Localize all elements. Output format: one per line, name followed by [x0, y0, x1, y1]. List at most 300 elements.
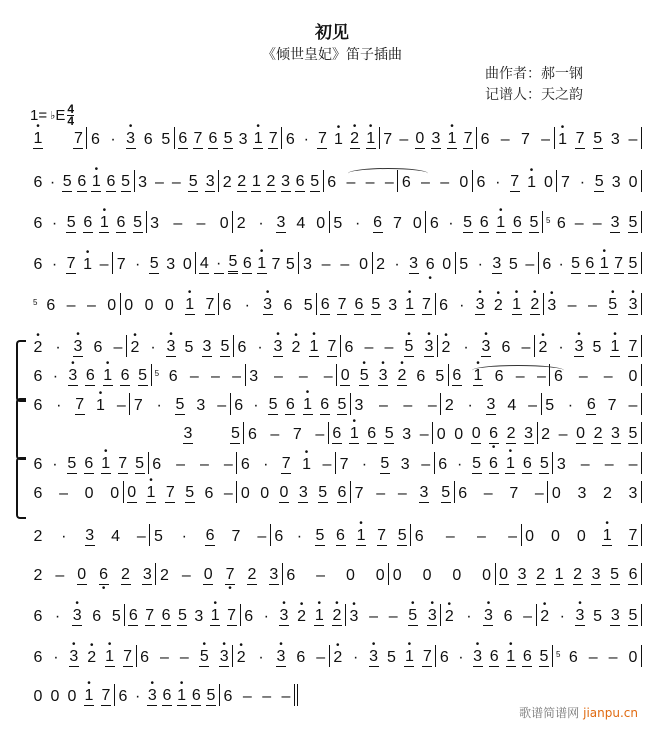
note: 5 [228, 253, 238, 274]
note: 3 [628, 485, 638, 502]
note: 3 [238, 131, 248, 148]
measure [373, 252, 456, 284]
note: 6 [140, 649, 150, 666]
note: 3 • [424, 329, 434, 355]
dot: · [61, 528, 67, 545]
note: 5 [384, 425, 394, 442]
octave-up-dot: • [76, 329, 80, 340]
octave-up-dot: • [550, 288, 554, 299]
dash: – [440, 174, 450, 191]
grace-note: 5 [154, 369, 160, 378]
note: 0 [551, 485, 561, 502]
note: 1 • [610, 329, 620, 355]
note: 7 [145, 607, 155, 624]
note: 0 [127, 484, 137, 501]
measure [246, 364, 338, 386]
measure [555, 122, 642, 149]
note: 5 [318, 484, 328, 501]
note: 0 [628, 368, 638, 385]
dot: · [258, 215, 264, 232]
note: 1 • [366, 121, 376, 147]
octave-up-dot: • [359, 518, 363, 529]
note: 6 [33, 456, 43, 473]
note: 6 [332, 425, 342, 442]
measure [130, 393, 230, 415]
note: 3 • [68, 358, 78, 384]
dash: – [160, 649, 169, 666]
note: 3 [202, 338, 212, 355]
note: 1 • [447, 121, 457, 147]
note: 0 [260, 485, 270, 502]
octave-up-dot: • [496, 288, 501, 299]
octave-up-dot: • [71, 358, 75, 369]
note: 7 [354, 485, 364, 502]
note: 0 [33, 688, 43, 705]
note: 5 [178, 607, 187, 624]
staff-line [30, 600, 642, 626]
dash: – [588, 649, 598, 666]
note: 0 [340, 367, 350, 384]
dot: · [110, 131, 116, 148]
note: 2 • [493, 288, 503, 314]
dash: – [176, 456, 186, 473]
note: 6 • [99, 566, 109, 594]
dash: – [445, 528, 455, 545]
dash: – [173, 215, 183, 232]
dash: – [536, 368, 546, 385]
note: 5 [380, 455, 390, 472]
note: 5 [463, 214, 473, 231]
note: 7 [327, 338, 337, 355]
note: 7 [66, 255, 76, 272]
note: 7 [377, 527, 387, 544]
note: 0 [316, 215, 326, 232]
octave-up-dot: • [508, 639, 513, 650]
note: 7 [101, 687, 111, 704]
measure [557, 170, 642, 192]
dash: – [298, 368, 308, 385]
dot: · [567, 397, 574, 414]
note: 7 [628, 527, 638, 544]
measure [271, 518, 411, 546]
note: 1 • [101, 446, 111, 472]
note: 5 [121, 173, 131, 190]
dash: – [592, 215, 602, 232]
dash: – [369, 608, 379, 625]
note: 0 [279, 484, 289, 501]
note: 2 • [350, 121, 360, 147]
octave-up-dot: • [484, 329, 488, 340]
octave-up-dot: • [427, 329, 431, 340]
note: 5 [220, 338, 230, 355]
note: 7 [422, 648, 432, 665]
dash: – [399, 131, 409, 148]
note: 1 • [558, 122, 567, 148]
note: 0 [124, 297, 134, 314]
octave-up-dot: • [102, 205, 107, 216]
dash: – [323, 368, 333, 385]
note: 5 [185, 484, 195, 501]
note: 2 [506, 425, 516, 442]
measure [380, 121, 477, 149]
dash: – [378, 397, 388, 414]
dot: · [244, 297, 250, 314]
octave-up-dot: • [542, 599, 547, 610]
note: 5 [472, 455, 482, 472]
measure [30, 446, 149, 474]
octave-up-dot: • [75, 598, 79, 609]
dot: · [579, 174, 586, 191]
note: 6 [503, 608, 513, 625]
dash: – [200, 456, 209, 473]
note: 6 [120, 367, 130, 384]
dash: – [483, 485, 493, 502]
note: 6 [586, 396, 596, 413]
dot: · [54, 608, 61, 625]
dash: – [364, 339, 374, 356]
staff-line [30, 166, 642, 192]
octave-up-dot: • [294, 330, 298, 341]
note: 5 [529, 214, 539, 231]
note: 1 • [146, 475, 156, 501]
measure [330, 639, 437, 667]
note: 5 [223, 130, 233, 147]
note: 5 [592, 339, 602, 356]
octave-up-dot: • [259, 246, 264, 257]
dash: – [384, 174, 394, 191]
note: 3 [281, 173, 290, 190]
octave-up-dot: • [36, 330, 40, 341]
dot: · [214, 255, 224, 274]
note: 6 [33, 608, 43, 625]
note: 0 [442, 256, 452, 273]
time-top: 4 [67, 102, 75, 116]
note: 3 [354, 397, 364, 414]
dash: – [365, 174, 375, 191]
system-bracket [16, 398, 26, 460]
note: 5 [310, 173, 320, 190]
grace-note: 5 [555, 650, 561, 659]
measure [30, 358, 152, 386]
note: 5 [161, 131, 171, 148]
dash: – [515, 368, 525, 385]
note: 3 • [279, 598, 289, 624]
octave-up-dot: • [541, 330, 545, 341]
dot: · [355, 215, 361, 232]
octave-up-dot: • [239, 640, 243, 651]
note: 0 [77, 566, 87, 583]
octave-up-dot: • [602, 246, 606, 257]
note: 2 [266, 173, 276, 190]
measure [330, 211, 427, 233]
note: 3 • [273, 329, 283, 355]
note: 3 • [263, 287, 273, 313]
measure [351, 481, 455, 503]
note: 3 • [575, 598, 585, 624]
dot: · [558, 339, 564, 356]
measure [455, 481, 549, 503]
note: 6 [320, 396, 330, 413]
note: 2 [33, 567, 43, 584]
note: 4 [507, 397, 517, 414]
note: 4 [111, 528, 120, 545]
note: 6 [161, 607, 171, 624]
note: 1 • [334, 122, 343, 148]
note: 6 [512, 214, 522, 231]
note: 1 • [91, 164, 101, 190]
note: 3 [142, 566, 152, 583]
note: 6 [178, 130, 188, 147]
note: 7 [422, 296, 431, 313]
note: 6 [522, 648, 532, 665]
transcriber-name: 天之韵 [541, 87, 583, 103]
measure [137, 639, 234, 667]
note: 0 [110, 485, 120, 502]
note: 5 [303, 297, 313, 314]
measure [539, 246, 642, 274]
measure [233, 639, 330, 667]
measure [124, 475, 238, 503]
note: 6 [494, 368, 504, 385]
note: 7 [268, 130, 278, 147]
measure [30, 678, 115, 706]
note: 3 [591, 566, 601, 583]
time-bottom: 4 [67, 114, 75, 128]
note: 1 • [303, 387, 312, 413]
measure [544, 287, 642, 315]
note: 3 • [219, 639, 229, 665]
dot: · [51, 256, 58, 273]
dot: · [463, 339, 469, 356]
note: 0 [544, 174, 553, 191]
note: 1 • [257, 246, 267, 272]
note: 6 [295, 173, 305, 190]
page-title: 初见 [315, 23, 349, 43]
note: 3 • [475, 287, 485, 313]
note: 2 • [87, 640, 97, 666]
note: 6 [242, 255, 252, 272]
note: 0 [182, 256, 192, 273]
credits [485, 64, 583, 106]
note: 0 [454, 426, 464, 443]
note: 3 [400, 456, 410, 473]
measure [241, 598, 346, 626]
measure [196, 246, 299, 274]
note: 0 [203, 566, 213, 583]
note: 4 [199, 255, 209, 272]
note: 6 [568, 649, 578, 666]
dot: · [263, 608, 269, 625]
dash: – [628, 397, 638, 414]
note: 1 • [309, 329, 319, 355]
measure [473, 165, 558, 192]
composer-line [485, 64, 583, 85]
note: 3 • [369, 639, 379, 665]
note: 5 [337, 396, 347, 413]
octave-up-dot: • [529, 165, 534, 176]
note: 0 [392, 567, 402, 584]
octave-up-dot: • [371, 639, 376, 650]
note: 5 • [608, 287, 618, 313]
note: 3 • [547, 288, 557, 314]
note: 3 • [126, 121, 136, 147]
dash: – [242, 688, 252, 705]
measure [329, 416, 433, 444]
dash: – [223, 485, 233, 502]
measure [149, 452, 238, 474]
note: 5 [175, 396, 185, 413]
note: 1 • [349, 416, 359, 442]
measure [550, 364, 642, 386]
note: 5 [67, 455, 77, 472]
dash: – [232, 368, 242, 385]
watermark-site: jianpu.cn [583, 706, 638, 720]
note: 7 [628, 338, 638, 355]
dot: · [258, 649, 264, 666]
note: 5 [135, 455, 145, 472]
note: 0 [345, 567, 355, 584]
note: 0 [452, 567, 462, 584]
note: 0 [482, 567, 492, 584]
staff-line [30, 246, 642, 284]
note: 6 [274, 528, 284, 545]
measure [543, 211, 642, 233]
note: 1 • [356, 518, 366, 544]
dash: – [86, 297, 96, 314]
note: 1 • [33, 121, 43, 147]
measure [121, 287, 219, 315]
note: 0 [50, 688, 60, 705]
note: 5 [149, 255, 159, 272]
octave-up-dot: • [605, 518, 609, 529]
note: 5 [206, 687, 216, 704]
note: 7 [337, 296, 347, 313]
note: 2 [222, 174, 232, 191]
dot: · [56, 397, 62, 414]
note: 6 [33, 397, 43, 414]
note: 1 • [103, 358, 113, 384]
note: 2 [247, 566, 257, 583]
staff-line [30, 448, 642, 474]
note: 6 [85, 367, 95, 384]
octave-down-dot: • [228, 583, 232, 594]
note: 0 [144, 297, 154, 314]
dot: · [458, 649, 464, 666]
note: 6 [33, 215, 43, 232]
dash: – [580, 456, 590, 473]
note: 6 [92, 608, 102, 625]
note: 5 [230, 425, 240, 442]
dash: – [315, 426, 325, 443]
note: 5 [333, 215, 343, 232]
system-bracket [16, 340, 26, 402]
octave-down-dot: • [491, 442, 496, 453]
note: 6 [458, 485, 468, 502]
note: 7 [118, 455, 128, 472]
note: 3 [492, 255, 502, 272]
measure [436, 287, 544, 315]
note: 6 [90, 131, 100, 148]
dot: · [55, 339, 61, 356]
octave-up-dot: • [400, 358, 404, 369]
dot: · [181, 528, 187, 545]
note: 6 [479, 214, 489, 231]
note: 1 • [84, 678, 94, 704]
octave-down-dot: • [101, 583, 106, 594]
note: 1 • [506, 639, 516, 665]
note: 2 • [397, 358, 407, 384]
note: 6 [553, 368, 563, 385]
note: 2 • [333, 640, 343, 666]
octave-up-dot: • [577, 329, 581, 340]
note: 3 [611, 425, 620, 442]
note: 0 [436, 426, 446, 443]
dash: – [523, 608, 533, 625]
measure [436, 639, 553, 667]
measure [30, 598, 125, 626]
dash: – [604, 456, 614, 473]
note: 3 [183, 425, 193, 442]
note: 3 [298, 484, 308, 501]
note: 6 [208, 130, 218, 147]
note: 6 [240, 456, 250, 473]
measure [125, 598, 240, 626]
dash: – [181, 567, 191, 584]
dash: – [155, 174, 164, 191]
note: 2 [376, 256, 386, 273]
note: 0 [219, 215, 229, 232]
note: 0 [164, 297, 174, 314]
note: 6 [354, 296, 364, 313]
dash: – [525, 256, 535, 273]
dash: – [397, 485, 407, 502]
note: 7 [509, 485, 519, 502]
octave-up-dot: • [514, 287, 519, 298]
note: 5 [571, 255, 580, 272]
note: 3 [205, 173, 215, 190]
dash: – [223, 456, 233, 473]
dot: · [253, 397, 259, 414]
note: 5 [62, 173, 72, 190]
measure [156, 563, 282, 594]
measure [433, 422, 537, 453]
note: 3 • [628, 287, 638, 313]
octave-up-dot: • [335, 598, 339, 609]
octave-up-dot: • [202, 639, 207, 650]
staff-line [30, 389, 642, 415]
note: 7 [339, 456, 349, 473]
note: 5 [153, 528, 163, 545]
octave-up-dot: • [478, 287, 482, 298]
octave-up-dot: • [87, 678, 91, 689]
dash: – [628, 456, 638, 473]
octave-up-dot: • [610, 287, 615, 298]
note: 7 [116, 256, 126, 273]
note: 3 • [427, 598, 437, 624]
note: 5 [628, 425, 638, 442]
dash: – [179, 649, 189, 666]
note: 3 [85, 527, 95, 544]
note: 7 [165, 484, 175, 501]
note: 0 [84, 485, 94, 502]
measure [87, 121, 174, 149]
dash: – [59, 485, 68, 502]
dash: – [322, 456, 332, 473]
note: 0 [576, 425, 586, 442]
note: 5 [539, 455, 549, 472]
note: 1 • [96, 388, 105, 414]
note: 0 [107, 297, 117, 314]
